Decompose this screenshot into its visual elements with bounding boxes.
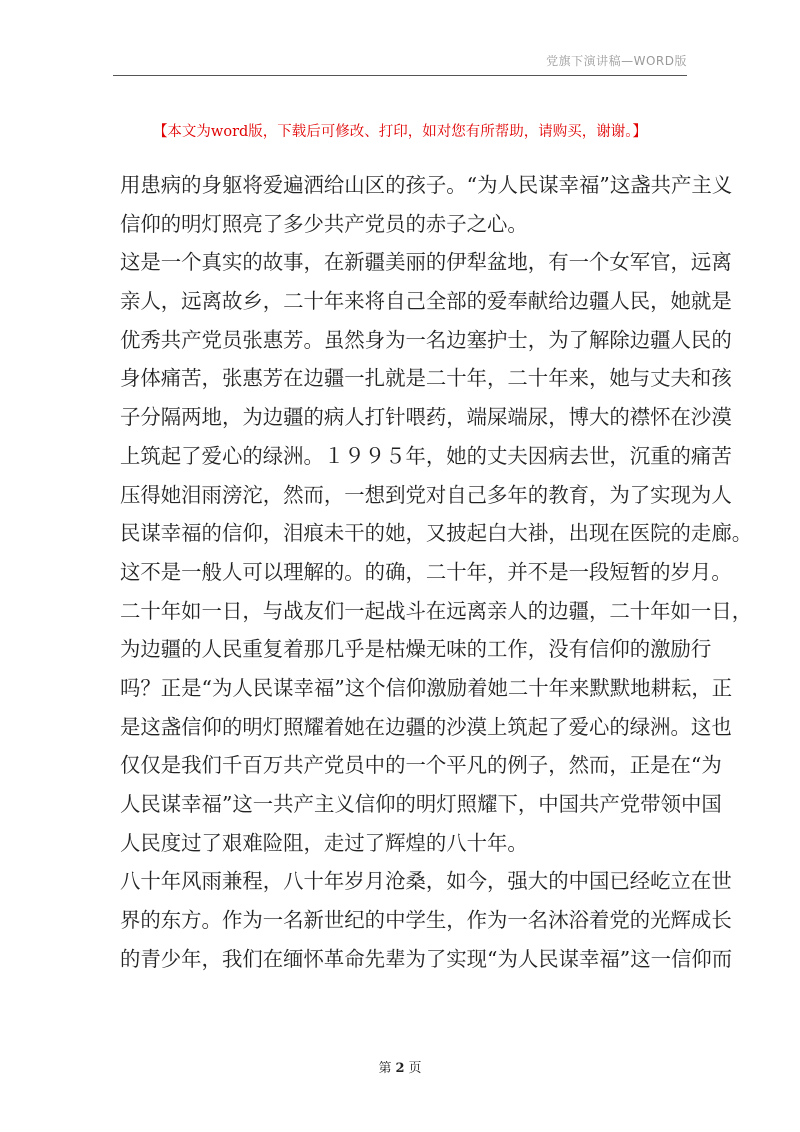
text-line: 是这盏信仰的明灯照耀着她在边疆的沙漠上筑起了爱心的绿洲。这也: [120, 714, 732, 739]
header-divider: [113, 75, 687, 76]
text-line: 压得她泪雨滂沱，然而，一想到党对自己多年的教育，为了实现为人: [120, 482, 732, 507]
text-line: 二十年如一日，与战友们一起战斗在远离亲人的边疆，二十年如一日，: [120, 598, 753, 623]
text-line: 用患病的身躯将爱遍洒给山区的孩子。“为人民谋幸福”这盏共产主义: [120, 173, 733, 197]
body-text: [120, 166, 753, 978]
running-header: 党旗下演讲稿—WORD版: [546, 54, 687, 68]
text-line: 民谋幸福的信仰，泪痕未干的她，又披起白大褂，出现在医院的走廊。: [120, 521, 753, 546]
page-number: 2: [395, 1061, 405, 1076]
text-line: 吗？正是“为人民谋幸福”这个信仰激励着她二十年来默默地耕耘，正: [120, 675, 733, 700]
text-line: 子分隔两地，为边疆的病人打针喂药，端屎端尿，博大的襟怀在沙漠: [120, 405, 732, 430]
text-line: 这不是一般人可以理解的。的确，二十年，并不是一段短暂的岁月。: [120, 559, 732, 584]
text-line: 八十年风雨兼程，八十年岁月沧桑，如今，强大的中国已经屹立在世: [120, 869, 732, 894]
text-line: 人民谋幸福”这一共产主义信仰的明灯照耀下，中国共产党带领中国: [120, 792, 722, 816]
text-line: 亲人，远离故乡，二十年来将自己全部的爱奉献给边疆人民，她就是: [120, 289, 732, 314]
text-line: 为边疆的人民重复着那几乎是枯燥无味的工作，没有信仰的激励行: [120, 637, 712, 662]
text-line: 界的东方。作为一名新世纪的中学生，作为一名沐浴着党的光辉成长: [120, 908, 732, 933]
page-label-suffix: 页: [408, 1061, 422, 1076]
text-line: 上筑起了爱心的绿洲。１９９５年，她的丈夫因病去世，沉重的痛苦: [120, 443, 732, 468]
download-notice: 【本文为word版，下载后可修改、打印，如对您有所帮助，请购买，谢谢。】: [152, 124, 648, 140]
text-line: 信仰的明灯照亮了多少共产党员的赤子之心。: [120, 211, 528, 236]
text-line: 这是一个真实的故事，在新疆美丽的伊犁盆地，有一个女军官，远离: [120, 250, 732, 275]
text-line: 仅仅是我们千百万共产党员中的一个平凡的例子，然而，正是在“为: [120, 753, 722, 778]
page-footer: [0, 1057, 800, 1076]
text-line: 优秀共产党员张惠芳。虽然身为一名边塞护士，为了解除边疆人民的: [120, 327, 732, 352]
text-line: 身体痛苦，张惠芳在边疆一扎就是二十年，二十年来，她与丈夫和孩: [120, 366, 732, 391]
page-label-prefix: 第: [378, 1061, 392, 1076]
text-line: 的青少年，我们在缅怀革命先辈为了实现“为人民谋幸福”这一信仰而: [120, 946, 733, 971]
text-line: 人民度过了艰难险阻，走过了辉煌的八十年。: [120, 830, 528, 855]
